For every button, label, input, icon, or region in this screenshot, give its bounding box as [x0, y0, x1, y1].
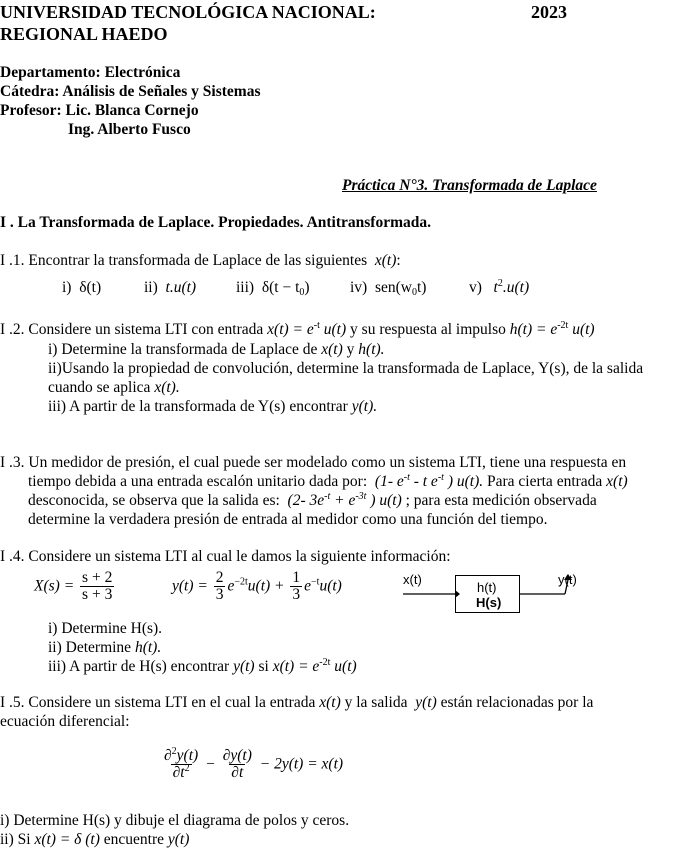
- system-H-label: H(s): [476, 595, 502, 610]
- p2-item-iii: iii) A partir de la transformada de Y(s) encontrar y(t).: [48, 398, 378, 415]
- p1-statement: I .1. Encontrar la transformada de Laplace de las siguientes x(t):: [0, 252, 401, 269]
- p4-item-iii: iii) A partir de H(s) encontrar y(t) si $x(t) = e^{-2t}$ u(t): [48, 657, 357, 675]
- p5-differential-equation: $\frac{\partial^2y(t)}{\partial t^2}$ − $\frac{\partial y(t)}{\partial t}$ − 2y(t) = x(t): [164, 746, 344, 782]
- p4-item-ii: ii) Determine h(t).: [48, 639, 162, 656]
- regional-name: REGIONAL HAEDO: [0, 24, 168, 44]
- department: Departamento: Electrónica: [0, 64, 181, 81]
- system-h-label: h(t): [477, 580, 497, 595]
- p5-item-ii: ii) Si x(t) = δ (t) encuentre y(t): [0, 831, 190, 848]
- p1-item-v: v) $t^2.u(t)$: [469, 278, 530, 296]
- year: 2023: [531, 2, 567, 22]
- p4-X-equation: X(s) = $\frac{s + 2}{s + 3}$: [34, 569, 113, 604]
- p1-item-iii: iii) $\delta(t - t_0)$: [236, 279, 310, 298]
- university-name: UNIVERSIDAD TECNOLÓGICA NACIONAL:: [0, 2, 376, 22]
- diagram-output-label: y(t): [558, 572, 577, 587]
- system-block: [455, 575, 520, 613]
- p2-item-ii-line2: cuando se aplica x(t).: [48, 379, 180, 396]
- p2-item-i: i) Determine la transformada de Laplace de x(t) y h(t).: [48, 341, 385, 358]
- p5-line2: ecuación diferencial:: [0, 713, 130, 730]
- p5-line1: I .5. Considere un sistema LTI en el cual la entrada x(t) y la salida y(t) están relacionadas por la: [0, 694, 594, 711]
- p3-line1: I .3. Un medidor de presión, el cual puede ser modelado como un sistema LTI, tiene una respuesta en: [0, 454, 627, 471]
- course: Cátedra: Análisis de Señales y Sistemas: [0, 83, 261, 100]
- p2-statement: I .2. Considere un sistema LTI con entrada $x(t) = e^{-t}$ u(t) y su respuesta al impulso $h(t) = e^{-2t}$ u(t): [0, 320, 595, 338]
- p1-item-ii: ii) t.u(t): [144, 279, 197, 296]
- p3-line2: tiempo debida a una entrada escalón unitario dada por: (1- $e^{-t}$ - t $e^{-t}$ ) u(t). Para cierta entrada x(t): [28, 472, 628, 490]
- diagram-input-label: x(t): [403, 572, 422, 587]
- p4-y-equation: y(t) = $\frac{2}{3}$ $e^{-2t}u(t)$ + $\frac{1}{3}$ $e^{-t}u(t)$: [172, 569, 342, 604]
- professor-1: Profesor: Lic. Blanca Cornejo: [0, 102, 199, 119]
- practice-title: Práctica N°3. Transformada de Laplace: [342, 177, 597, 194]
- p1-item-i: i) δ(t): [62, 279, 102, 296]
- p5-item-i: i) Determine H(s) y dibuje el diagrama de polos y ceros.: [0, 812, 350, 829]
- professor-2: Ing. Alberto Fusco: [68, 121, 191, 138]
- p4-statement: I .4. Considere un sistema LTI al cual le damos la siguiente información:: [0, 548, 451, 565]
- section-title: I . La Transformada de Laplace. Propiedades. Antitransformada.: [0, 214, 432, 231]
- p1-item-iv: iv) $sen(w_0t)$: [350, 279, 427, 298]
- p2-item-ii-line1: ii)Usando la propiedad de convolución, determine la transformada de Laplace, Y(s), de la salida: [48, 360, 644, 377]
- p4-item-i: i) Determine H(s).: [48, 620, 163, 637]
- p3-line3: desconocida, se observa que la salida es: (2- $3e^{-t} + e^{-3t}$ ) u(t) ; para esta medición observada: [28, 491, 597, 509]
- p3-line4: determine la verdadera presión de entrada al medidor como una función del tiempo.: [28, 511, 548, 528]
